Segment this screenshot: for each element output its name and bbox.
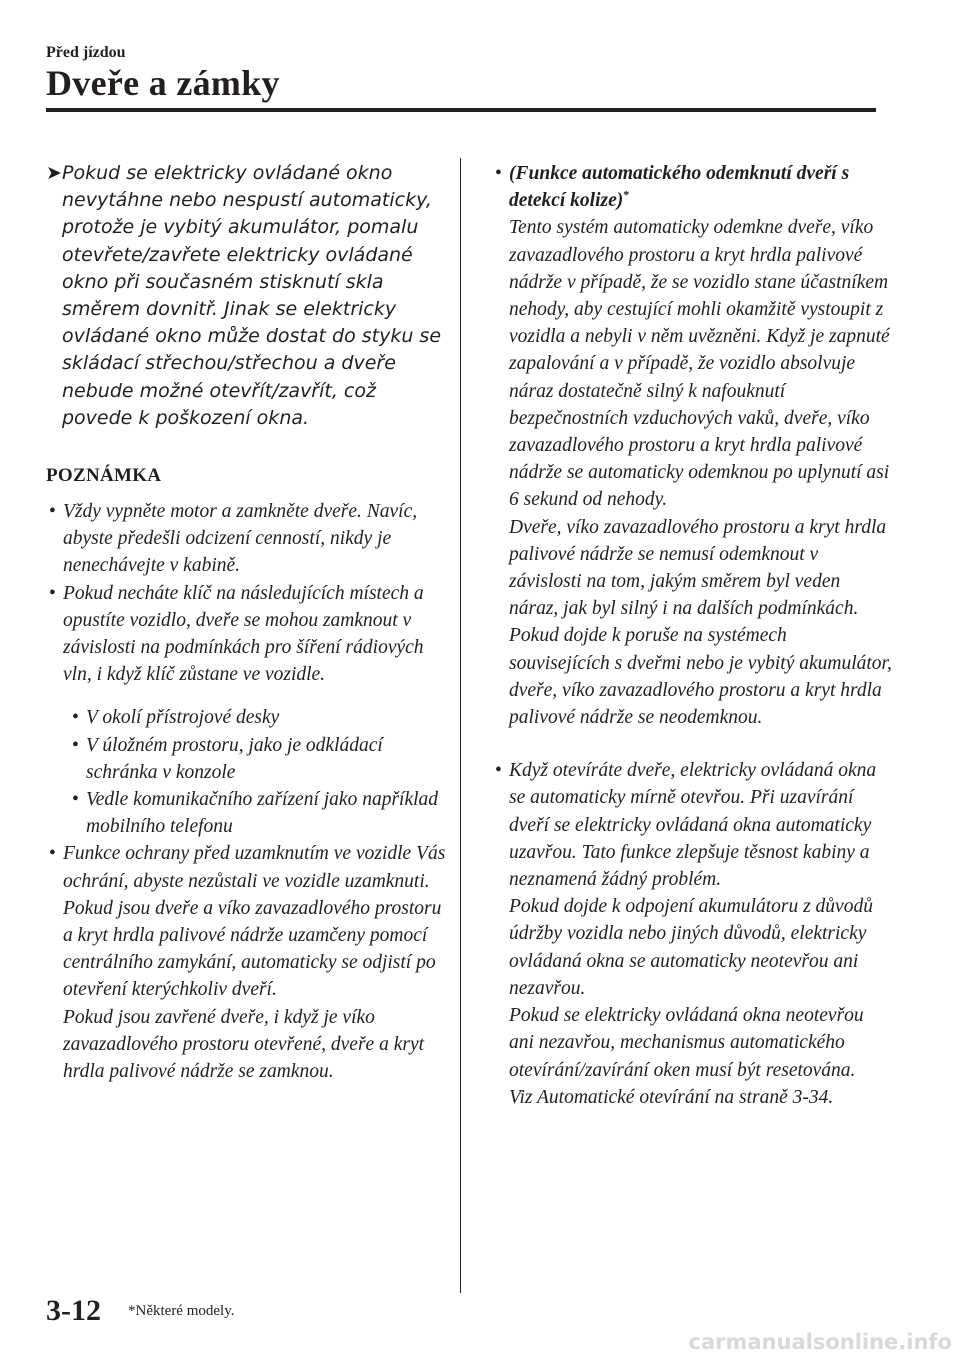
- page-number: 3-12: [46, 1294, 101, 1327]
- title-rule: [46, 108, 876, 112]
- right-column: [492, 160, 892, 1111]
- bullet-icon: •: [72, 707, 79, 729]
- list-item-title-text: (Funkce automatického odemknutí dveří s detekcí kolize): [509, 163, 850, 212]
- list-item-paragraph: Pokud dojde k poruše na systémech souvisejících s dveřmi nebo je vybitý akumulátor, dveře, víko zavazadlového prostoru a kryt hrdla palivové nádrže se neodemknou.: [509, 625, 892, 729]
- sub-list-item: [46, 786, 446, 840]
- bullet-icon: •: [495, 163, 502, 184]
- bullet-icon: •: [72, 789, 79, 811]
- list-item-paragraph: Pokud jsou zavřené dveře, i když je víko zavazadlového prostoru otevřené, dveře a kryt hrdla palivové nádrže se zamknou.: [63, 1006, 425, 1083]
- bullet-icon: •: [72, 734, 79, 756]
- list-item-title: [509, 160, 892, 214]
- page-title: Dveře a zámky: [46, 63, 280, 103]
- note-heading: POZNÁMKA: [46, 465, 162, 487]
- list-item-paragraph: Když otevíráte dveře, elektricky ovládaná okna se automaticky mírně otevřou. Při uzavírání dveří se elektricky ovládaná okna automaticky uzavřou. Tato funkce zlepšuje těsnost kabiny a neznamená žádný problém.: [509, 760, 877, 891]
- sub-list-item: [46, 704, 446, 731]
- left-column: [46, 160, 446, 1085]
- list-item: [46, 580, 446, 689]
- warning-block: [46, 160, 446, 432]
- list-item: [492, 160, 892, 731]
- sub-list-item: [46, 732, 446, 786]
- list-item-paragraph: Dveře, víko zavazadlového prostoru a kryt hrdla palivové nádrže se nemusí odemknout v závislosti na tom, jakým směrem byl veden náraz, jak byl silný i na dalších podmínkách.: [509, 516, 887, 620]
- bullet-icon: •: [495, 760, 502, 782]
- bullet-icon: •: [49, 582, 56, 604]
- list-item: [46, 498, 446, 580]
- column-divider: [460, 158, 461, 1293]
- watermark: carmanualsonline.info: [688, 1330, 952, 1354]
- footnote-marker: *: [623, 187, 630, 202]
- list-item-paragraph: Pokud se elektricky ovládaná okna neotevřou ani nezavřou, mechanismus automatického otevírání/zavírání oken musí být resetována.: [509, 1005, 864, 1081]
- list-item-text: Pokud necháte klíč na následujících místech a opustíte vozidlo, dveře se mohou zamknout v závislosti na podmínkách pro šíření rádiových vln, i když klíč zůstane ve vozidle.: [63, 582, 424, 686]
- footnote: *Některé modely.: [128, 1303, 235, 1319]
- bullet-icon: •: [49, 843, 56, 865]
- warning-text: Pokud se elektricky ovládané okno nevytáhne nebo nespustí automaticky, protože je vybitý akumulátor, pomalu otevřete/zavřete elektricky ovládané okno při současném stisknutí skla směrem dovnitř. Jinak se elektricky ovládané okno může dostat do styku se skládací střechou/střechou a dveře nebude možné otevřít/zavřít, což povede k poškození okna.: [62, 162, 442, 429]
- arrow-icon: ➤: [46, 162, 62, 184]
- list-item-paragraph: Pokud dojde k odpojení akumulátoru z důvodů údržby vozidla nebo jiných důvodů, elektricky ovládaná okna se automaticky neotevřou ani nezavřou.: [509, 896, 873, 999]
- list-item-paragraph: Funkce ochrany před uzamknutím ve vozidle Vás ochrání, abyste nezůstali ve vozidle uzamknuti.: [63, 843, 446, 892]
- sub-list-item-text: V okolí přístrojové desky: [86, 707, 280, 729]
- bullet-icon: •: [49, 501, 56, 523]
- sub-list-item-text: Vedle komunikačního zařízení jako například mobilního telefonu: [86, 789, 439, 838]
- sub-list-item-text: V úložném prostoru, jako je odkládací schránka v konzole: [86, 734, 383, 783]
- list-item-paragraph: Pokud jsou dveře a víko zavazadlového prostoru a kryt hrdla palivové nádrže uzamčeny pomocí centrálního zamykání, automaticky se odjistí po otevření kterýchkoliv dveří.: [63, 897, 442, 1001]
- section-label: Před jízdou: [46, 44, 126, 61]
- list-item: [492, 757, 892, 1111]
- list-item-paragraph: Viz Automatické otevírání na straně 3-34.: [509, 1086, 834, 1108]
- list-item-text: Vždy vypněte motor a zamkněte dveře. Navíc, abyste předešli odcizení cenností, nikdy je nenechávejte v kabině.: [63, 501, 418, 577]
- list-item: [46, 840, 446, 1085]
- list-item-paragraph: Tento systém automaticky odemkne dveře, víko zavazadlového prostoru a kryt hrdla palivové nádrže v případě, že se vozidlo stane účastníkem nehody, aby cestující mohli okamžitě vystoupit z vozidla a nebyli v něm uvězněni. Když je zapnuté zapalování a v případě, že vozidlo absolvuje náraz dostatečně silný k nafouknutí bezpečnostních vzduchových vaků, dveře, víko zavazadlového prostoru a kryt hrdla palivové nádrže se automaticky odemknou po uplynutí asi 6 sekund od nehody.: [509, 217, 890, 511]
